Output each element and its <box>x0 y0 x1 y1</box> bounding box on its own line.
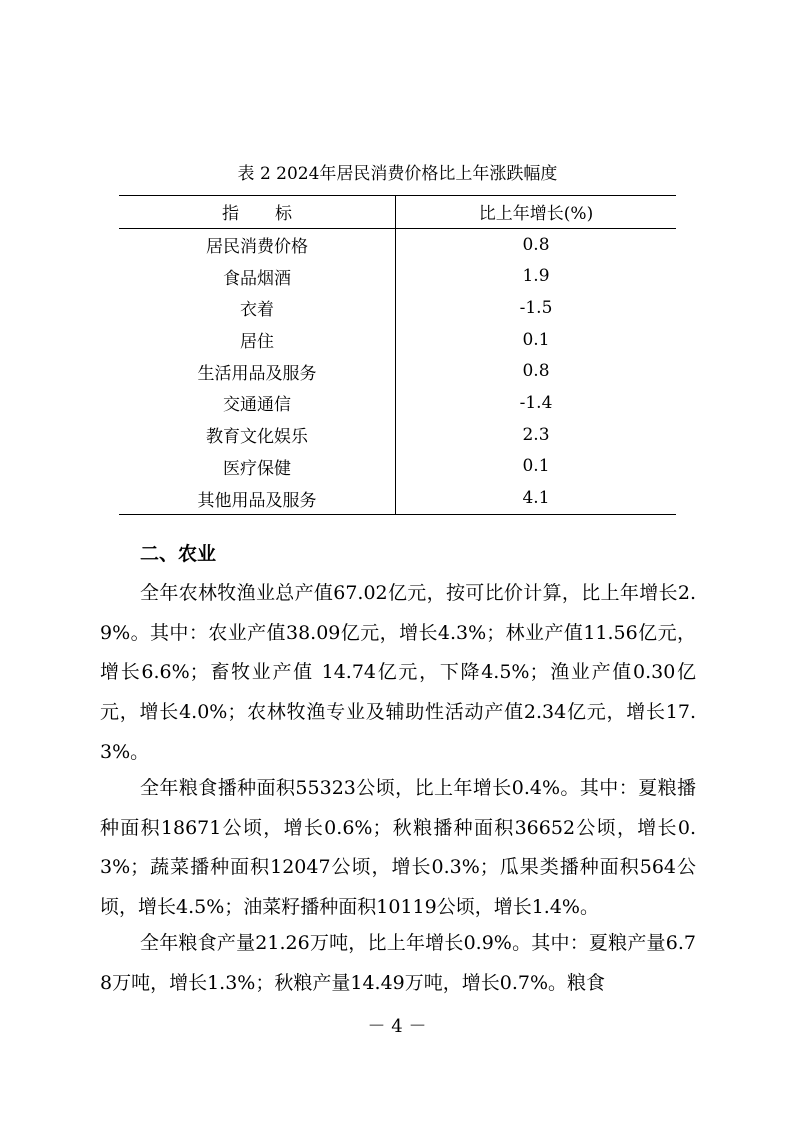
table-row <box>119 228 676 260</box>
paragraph: 全年粮食播种面积55323公顷，比上年增长0.4%。其中：夏粮播种面积18671公顷，增长0.6%；秋粮播种面积36652公顷，增长0.3%；蔬菜播种面积12047公顷，增长0.3%；瓜果类播种面积564公顷，增长4.5%；油菜籽播种面积10119公顷，增长1.4%。 <box>100 777 696 919</box>
row-indicator: 衣着 <box>119 292 396 324</box>
row-indicator: 居住 <box>119 324 396 356</box>
table-row <box>119 292 676 324</box>
row-value: 0.1 <box>522 456 550 477</box>
page-number: － 4 － <box>367 1016 427 1037</box>
paragraph: 全年粮食产量21.26万吨，比上年增长0.9%。其中：夏粮产量6.78万吨，增长1.3%；秋粮产量14.49万吨，增长0.7%。粮食 <box>100 932 696 994</box>
table-row <box>119 482 676 514</box>
row-value: -1.4 <box>519 392 553 413</box>
table-row <box>119 451 676 483</box>
row-indicator: 教育文化娱乐 <box>119 419 396 451</box>
table-row <box>119 260 676 292</box>
table-row <box>119 355 676 387</box>
row-value: 0.8 <box>522 234 550 255</box>
row-value: 1.9 <box>522 266 550 287</box>
row-indicator: 其他用品及服务 <box>119 482 396 514</box>
paragraph: 全年农林牧渔业总产值67.02亿元，按可比价计算，比上年增长2.9%。其中：农业产值38.09亿元，增长4.3%；林业产值11.56亿元，增长6.6%；畜牧业产值 14.74亿元，下降4.5%；渔业产值0.30亿元，增长4.0%；农林牧渔专业及辅助性活动产值2.34亿元，增长17.3%。 <box>100 582 696 763</box>
row-value: 4.1 <box>396 482 677 514</box>
section-heading: 二、农业 <box>140 543 217 565</box>
cpi-table <box>119 195 676 515</box>
row-indicator: 食品烟酒 <box>119 260 396 292</box>
table-header-row <box>119 196 676 229</box>
row-value: 2.3 <box>522 424 550 445</box>
row-indicator: 医疗保健 <box>119 451 396 483</box>
row-value: 0.8 <box>522 361 550 382</box>
table-caption: 表 2 2024年居民消费价格比上年涨跌幅度 <box>237 164 558 184</box>
row-indicator: 居民消费价格 <box>119 228 396 260</box>
table-row <box>119 419 676 451</box>
row-value: -1.5 <box>519 297 553 318</box>
table-row <box>119 324 676 356</box>
header-indicator <box>119 196 396 229</box>
table-row <box>119 387 676 419</box>
row-value: 0.1 <box>522 329 550 350</box>
header-indicator-b: 标 <box>275 204 292 225</box>
row-indicator: 交通通信 <box>119 387 396 419</box>
header-indicator-a: 指 <box>222 204 239 225</box>
header-value: 比上年增长(%) <box>396 196 677 229</box>
row-indicator: 生活用品及服务 <box>119 355 396 387</box>
